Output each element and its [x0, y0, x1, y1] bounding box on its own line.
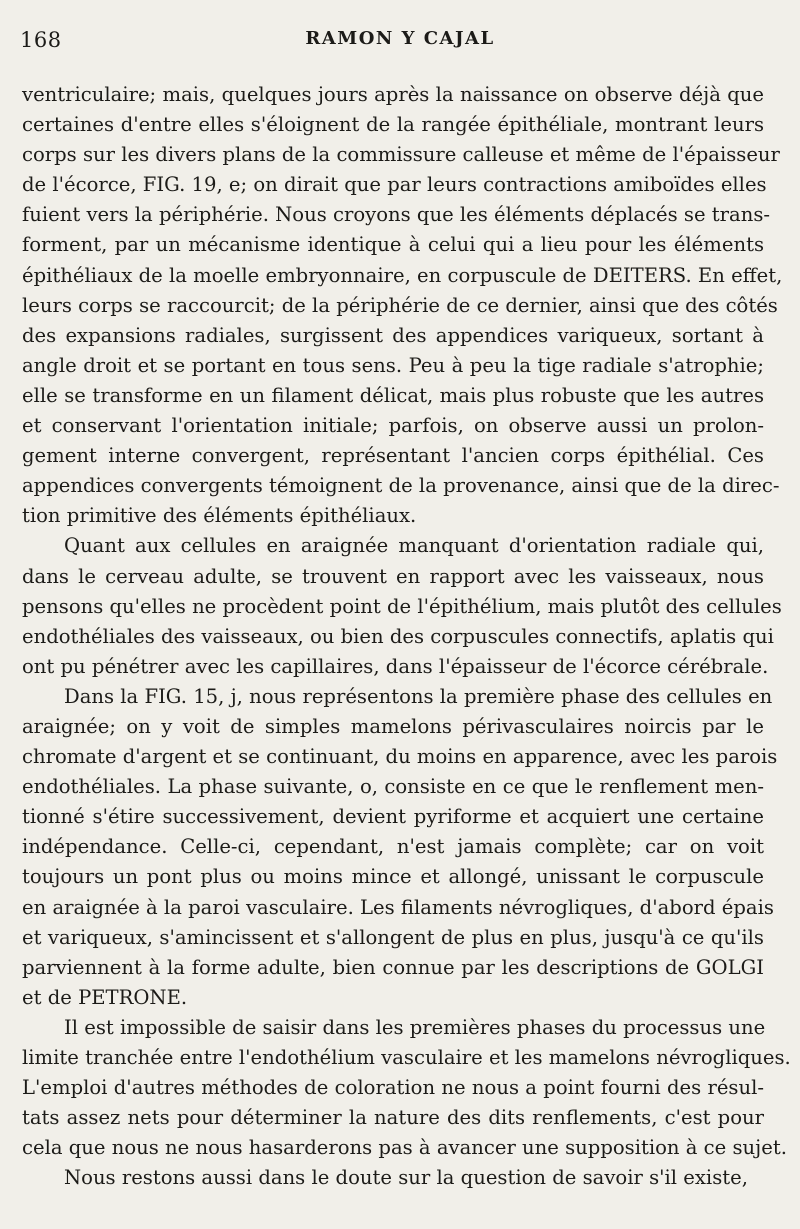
text-line: et conservant l'orientation initiale; parfois, on observe aussi un prolon- [22, 414, 764, 438]
text-line: endothéliales. La phase suivante, o, consiste en ce que le renflement men- [22, 775, 764, 799]
text-line: certaines d'entre elles s'éloignent de la rangée épithéliale, montrant leurs [22, 113, 764, 137]
text-line: appendices convergents témoignent de la provenance, ainsi que de la direc- [22, 474, 780, 498]
text-line: forment, par un mécanisme identique à celui qui a lieu pour les éléments [22, 233, 764, 257]
text-line: tionné s'étire successivement, devient pyriforme et acquiert une certaine [22, 805, 764, 829]
text-line: fuient vers la périphérie. Nous croyons que les éléments déplacés se trans- [22, 203, 771, 227]
text-line: ventriculaire; mais, quelques jours après la naissance on observe déjà que [22, 83, 764, 106]
text-line: limite tranchée entre l'endothélium vasculaire et les mamelons névrogliques. [22, 1046, 791, 1069]
paragraph [22, 80, 783, 531]
text-line: toujours un pont plus ou moins mince et allongé, unissant le corpuscule [22, 865, 764, 889]
text-line: gement interne convergent, représentant l'ancien corps épithélial. Ces [22, 444, 764, 468]
text-line: chromate d'argent et se continuant, du moins en apparence, avec les parois [22, 745, 778, 769]
text-line: indépendance. Celle-ci, cependant, n'est jamais complète; car on voit [22, 835, 764, 859]
text-line: parviennent à la forme adulte, bien connue par les descriptions de GOLGI [22, 955, 764, 979]
text-line: dans le cerveau adulte, se trouvent en rapport avec les vaisseaux, nous [22, 564, 764, 588]
text-line: araignée; on y voit de simples mamelons périvasculaires noircis par le [22, 714, 764, 738]
paragraph [22, 531, 782, 681]
text-line: endothéliales des vaisseaux, ou bien des corpuscules connectifs, aplatis qui [22, 624, 774, 648]
page-number: 168 [20, 28, 62, 52]
text-line: angle droit et se portant en tous sens. Peu à peu la tige radiale s'atrophie; [22, 353, 764, 377]
text-line: épithéliaux de la moelle embryonnaire, en corpuscule de DEITERS. En effet, [22, 263, 783, 287]
text-line: leurs corps se raccourcit; de la périphérie de ce dernier, ainsi que des côtés [22, 293, 778, 317]
text-line: tion primitive des éléments épithéliaux. [22, 504, 417, 528]
text-line: en araignée à la paroi vasculaire. Les filaments névrogliques, d'abord épais [22, 895, 774, 919]
text-line: pensons qu'elles ne procèdent point de l'épithélium, mais plutôt des cellules [22, 594, 782, 618]
text-line: Quant aux cellules en araignée manquant d'orientation radiale qui, [64, 534, 764, 558]
text-line: ont pu pénétrer avec les capillaires, dans l'épaisseur de l'écorce cérébrale. [22, 654, 769, 678]
text-line: et de PETRONE. [22, 985, 188, 1009]
text-line: tats assez nets pour déterminer la nature des dits renflements, c'est pour [22, 1106, 764, 1130]
paragraph [22, 1163, 764, 1193]
page-header [20, 22, 780, 62]
paragraph [22, 1013, 791, 1163]
text-line: de l'écorce, FIG. 19, e; on dirait que par leurs contractions amiboïdes elles [22, 173, 767, 197]
text-line: corps sur les divers plans de la commissure calleuse et même de l'épaisseur [22, 143, 780, 167]
running-head: RAMON Y CAJAL [305, 28, 495, 49]
text-line: elle se transforme en un filament délicat, mais plus robuste que les autres [22, 383, 764, 407]
text-line: Il est impossible de saisir dans les premières phases du processus une [64, 1015, 766, 1039]
text-line: Dans la FIG. 15, j, nous représentons la première phase des cellules en [64, 684, 773, 708]
text-line: Nous restons aussi dans le doute sur la question de savoir s'il existe, [64, 1166, 748, 1190]
body-text [22, 80, 791, 1193]
text-line: et variqueux, s'amincissent et s'allongent de plus en plus, jusqu'à ce qu'ils [22, 925, 764, 949]
paragraph [22, 682, 778, 1013]
text-line: des expansions radiales, surgissent des appendices variqueux, sortant à [22, 323, 764, 347]
text-line: cela que nous ne nous hasarderons pas à avancer une supposition à ce sujet. [22, 1136, 787, 1160]
text-line: L'emploi d'autres méthodes de coloration ne nous a point fourni des résul- [22, 1076, 764, 1100]
